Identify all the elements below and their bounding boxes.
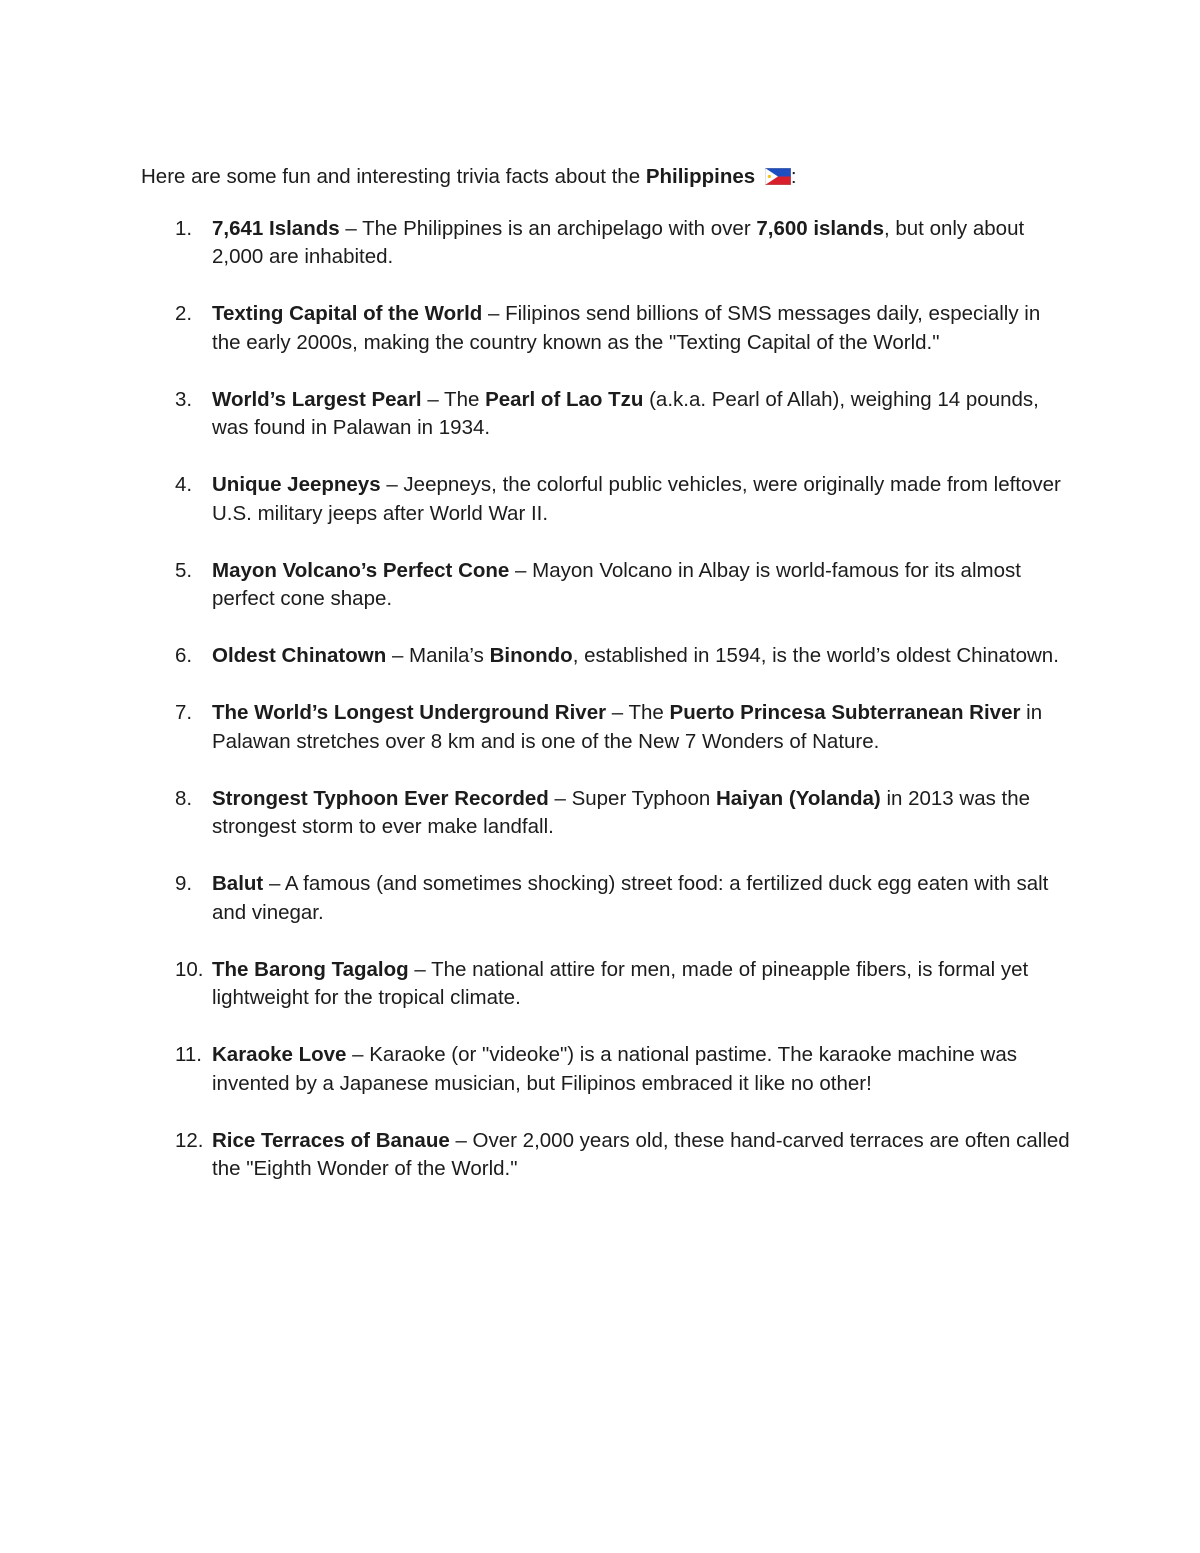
bold-text: Unique Jeepneys [212, 473, 381, 496]
list-item [141, 300, 1071, 357]
body-text: – Filipinos send billions of SMS messages daily, especially in the early 2000s, making the country known as the "Texting Capital of the World." [212, 302, 1041, 354]
intro-colon: : [790, 165, 797, 188]
body-text: in 2013 was the strongest storm to ever make landfall. [212, 786, 1031, 838]
list-item [141, 699, 1071, 756]
bold-text: Texting Capital of the World [212, 302, 483, 325]
document-page [141, 163, 1071, 1212]
list-item-number: 11. [175, 1043, 202, 1066]
list-item [141, 1127, 1071, 1184]
list-item-number: 7. [175, 701, 193, 724]
list-item-text [212, 559, 1021, 611]
bold-text: 7,600 islands [756, 216, 884, 240]
list-item [141, 956, 1071, 1013]
body-text: (a.k.a. Pearl of Allah), weighing 14 pounds, was found in Palawan in 1934. [212, 387, 1039, 439]
body-text: – The Philippines is an archipelago with over [339, 216, 757, 240]
list-item-number: 12. [175, 1128, 204, 1152]
list-item-text [212, 787, 1030, 839]
list-item-text [212, 872, 1048, 924]
bold-text: Balut [212, 872, 264, 895]
list-item-number: 8. [175, 786, 193, 810]
bold-text: Oldest Chinatown [212, 644, 387, 667]
bold-text: The World’s Longest Underground River [212, 701, 607, 724]
list-item-number: 9. [175, 872, 193, 895]
list-item-text [212, 302, 1040, 354]
body-text: – The national attire for men, made of pineapple fibers, is formal yet lightweight for the tropical climate. [212, 957, 1029, 1009]
list-item-text [212, 958, 1028, 1010]
list-item [141, 215, 1071, 272]
bold-text: Puerto Princesa Subterranean River [669, 701, 1021, 724]
list-item-number: 3. [175, 387, 193, 411]
body-text: – A famous (and sometimes shocking) street food: a fertilized duck egg eaten with salt and vinegar. [212, 872, 1049, 924]
body-text: – The [421, 387, 486, 411]
list-item-text [212, 1129, 1070, 1181]
bold-text: Binondo [489, 644, 573, 667]
body-text: – Mayon Volcano in Albay is world-famous for its almost perfect cone shape. [212, 558, 1021, 610]
intro-text: Here are some fun and interesting trivia facts about the [141, 165, 646, 188]
bold-text: The Barong Tagalog [212, 957, 409, 981]
philippines-flag-icon [765, 168, 791, 185]
list-item [141, 557, 1071, 614]
bold-text: 7,641 Islands [212, 216, 340, 240]
body-text: – Jeepneys, the colorful public vehicles, were originally made from leftover U.S. military jeeps after World War II. [212, 473, 1061, 525]
list-item-number: 6. [175, 644, 193, 667]
list-item [141, 1041, 1071, 1098]
body-text: – The [606, 701, 670, 724]
body-text: , established in 1594, is the world’s oldest Chinatown. [572, 644, 1059, 667]
body-text: , but only about 2,000 are inhabited. [212, 216, 1025, 268]
list-item-text [212, 473, 1061, 525]
list-item-text [212, 1043, 1017, 1095]
list-item-number: 5. [175, 558, 193, 582]
bold-text: World’s Largest Pearl [212, 387, 422, 411]
bold-text: Strongest Typhoon Ever Recorded [212, 786, 549, 810]
bold-text: Karaoke Love [212, 1043, 347, 1066]
bold-text: Haiyan (Yolanda) [715, 786, 881, 810]
list-item [141, 642, 1071, 671]
body-text: – Manila’s [386, 644, 490, 667]
trivia-facts-list [141, 215, 1071, 1184]
list-item [141, 870, 1071, 927]
intro-paragraph [141, 163, 1071, 192]
list-item [141, 785, 1071, 842]
list-item-number: 2. [175, 302, 193, 325]
list-item-text [212, 388, 1039, 440]
list-item [141, 471, 1071, 528]
list-item-text [212, 701, 1042, 753]
bold-text: Pearl of Lao Tzu [485, 387, 644, 411]
list-item-text [212, 644, 1059, 667]
bold-text: Mayon Volcano’s Perfect Cone [212, 558, 510, 582]
body-text: – Over 2,000 years old, these hand-carved terraces are often called the "Eighth Wonder of the World." [212, 1128, 1070, 1180]
list-item-number: 4. [175, 473, 193, 496]
bold-text: Rice Terraces of Banaue [212, 1128, 450, 1152]
list-item-text [212, 217, 1024, 269]
list-item-number: 1. [175, 216, 193, 240]
body-text: – Super Typhoon [548, 786, 716, 810]
intro-country: Philippines [645, 165, 756, 188]
body-text: in Palawan stretches over 8 km and is one of the New 7 Wonders of Nature. [212, 701, 1043, 753]
body-text: – Karaoke (or "videoke") is a national pastime. The karaoke machine was invented by a Japanese musician, but Filipinos embraced it like no other! [212, 1043, 1017, 1095]
list-item [141, 386, 1071, 443]
list-item-number: 10. [175, 957, 204, 981]
